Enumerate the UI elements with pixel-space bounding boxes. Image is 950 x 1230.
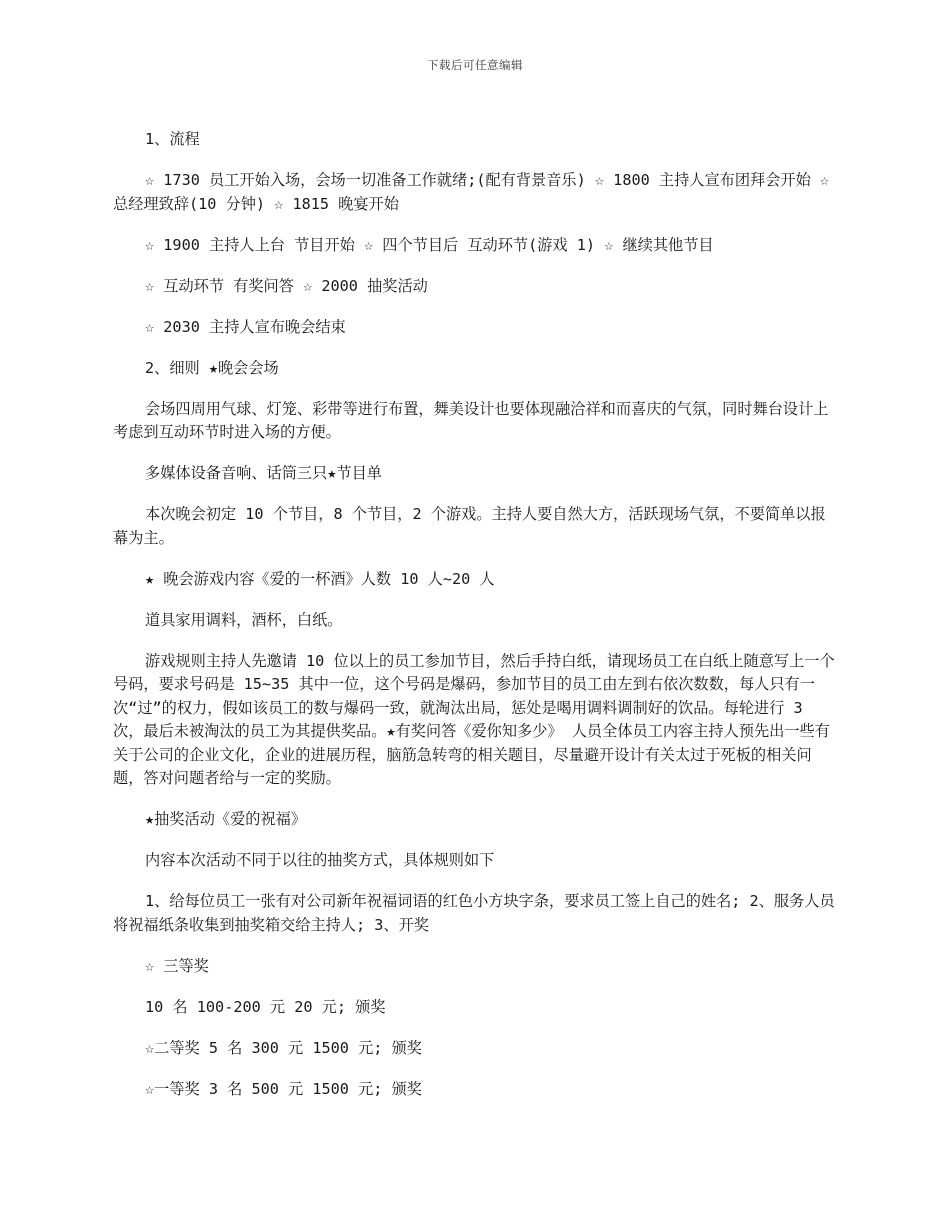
game-title-paragraph: ★ 晚会游戏内容《爱的一杯酒》人数 10 人~20 人	[145, 569, 495, 588]
program-paragraph: 本次晚会初定 10 个节目，8 个节目，2 个游戏。主持人要自然大方，活跃现场气氛，不要简单以报幕为主。	[113, 505, 826, 547]
first-prize-detail: ☆一等奖 3 名 500 元 1500 元; 颁奖	[145, 1079, 422, 1098]
third-prize-title: ☆ 三等奖	[145, 956, 209, 975]
second-prize-detail: ☆二等奖 5 名 300 元 1500 元; 颁奖	[145, 1038, 422, 1057]
equipment-paragraph: 多媒体设备音响、话筒三只★节目单	[145, 464, 382, 482]
schedule-paragraph-1: ☆ 1730 员工开始入场，会场一切准备工作就绪;(配有背景音乐) ☆ 1800 主持人宣布团拜会开始 ☆ 总经理致辞(10 分钟) ☆ 1815 晚宴开始	[113, 171, 830, 213]
page-header: 下载后可任意编辑	[427, 58, 523, 72]
document-body	[113, 128, 840, 1119]
schedule-paragraph-4: ☆ 2030 主持人宣布晚会结束	[145, 317, 346, 336]
lottery-rules-paragraph: 1、给每位员工一张有对公司新年祝福词语的红色小方块字条，要求员工签上自己的姓名; 2、服务人员将祝福纸条收集到抽奖箱交给主持人; 3、开奖	[113, 892, 835, 934]
schedule-paragraph-3: ☆ 互动环节 有奖问答 ☆ 2000 抽奖活动	[145, 276, 428, 295]
props-paragraph: 道具家用调料，酒杯，白纸。	[145, 610, 343, 629]
venue-paragraph: 会场四周用气球、灯笼、彩带等进行布置，舞美设计也要体现融洽祥和而喜庆的气氛，同时舞台设计上考虑到互动环节时进入场的方便。	[113, 399, 829, 441]
section-title-process: 1、流程	[145, 130, 200, 148]
lottery-title-paragraph: ★抽奖活动《爱的祝福》	[145, 810, 307, 828]
schedule-paragraph-2: ☆ 1900 主持人上台 节目开始 ☆ 四个节目后 互动环节(游戏 1) ☆ 继续其他节目	[145, 235, 714, 254]
third-prize-detail: 10 名 100-200 元 20 元; 颁奖	[145, 997, 386, 1016]
game-rules-paragraph: 游戏规则主持人先邀请 10 位以上的员工参加节目，然后手持白纸，请现场员工在白纸上随意写上一个号码，要求号码是 15~35 其中一位，这个号码是爆码，参加节目的员工由左到右依次数数，每人只有一次“过”的权力，假如该员工的数与爆码一致，就淘汰出局，惩处是喝用调料调制好的饮品。每轮进行 3 次，最后未被淘汰的员工为其提供奖品。★有奖问答《爱你知多少》 人员全体员工内容主持人预先出一些有关于公司的企业文化，企业的进展历程，脑筋急转弯的相关题目，尽量避开设计有关太过于死板的相关问题，答对问题者给与一定的奖励。	[113, 651, 835, 787]
section-title-details: 2、细则 ★晚会会场	[145, 358, 279, 377]
lottery-intro-paragraph: 内容本次活动不同于以往的抽奖方式，具体规则如下	[145, 851, 495, 869]
